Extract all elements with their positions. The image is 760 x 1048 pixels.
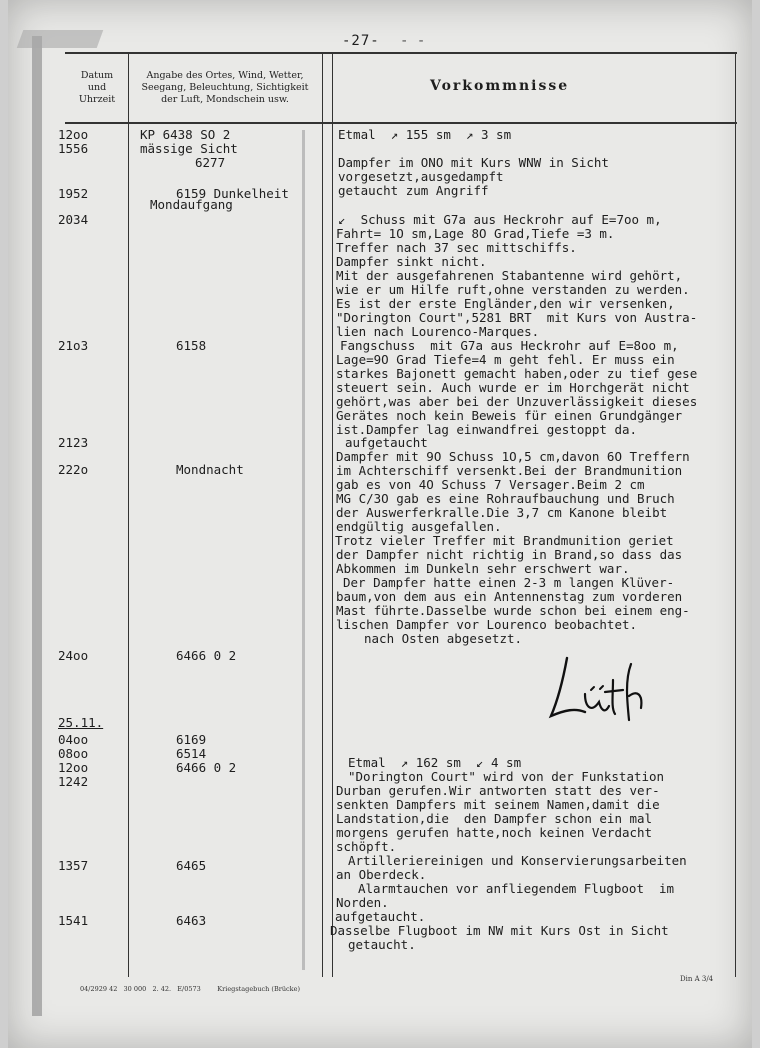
entry-line: Dampfer im ONO mit Kurs WNW in Sicht xyxy=(338,155,609,170)
column-rule-2 xyxy=(322,52,323,977)
entry-line: Dasselbe Flugboot im NW mit Kurs Ost in Sicht xyxy=(330,923,669,938)
header-datum-line-1: Datum xyxy=(80,70,114,81)
entry-line: Durban gerufen.Wir antworten statt des ver- xyxy=(336,783,660,798)
place-entry: Mondaufgang xyxy=(150,197,233,212)
entry-line: Alarmtauchen vor anfliegendem Flugboot im xyxy=(358,881,675,896)
place-entry: 6514 xyxy=(176,746,207,761)
entry-line: Etmal ↗ 162 sm ↙ 4 sm xyxy=(348,755,522,770)
entry-line: aufgetaucht xyxy=(345,435,428,450)
entry-line: "Dorington Court" wird von der Funkstation xyxy=(348,769,665,784)
entry-line: Artilleriereinigen und Konservierungsarbeiten xyxy=(348,853,687,868)
entry-line: steuert sein. Auch wurde er im Horchgerät nicht xyxy=(336,380,690,395)
binding-shadow xyxy=(32,36,42,1016)
entry-line: ↙ Schuss mit G7a aus Heckrohr auf E=7oo m, xyxy=(338,212,662,227)
column-rule-2-inner xyxy=(332,52,333,977)
page-number: -27- xyxy=(342,33,380,49)
entry-line: senkten Dampfers mit seinem Namen,damit die xyxy=(336,797,660,812)
time-entry: 04oo xyxy=(58,732,89,747)
date-entry: 25.11. xyxy=(58,715,104,730)
entry-line: Dampfer sinkt nicht. xyxy=(336,254,487,269)
place-entry: 6158 xyxy=(176,338,207,353)
form-footer-left: 04/2929 42 30 000 2. 42. E/0573 Kriegstagebuch (Brücke) xyxy=(80,985,300,993)
time-entry: 12oo xyxy=(58,127,89,142)
place-entry: 6277 xyxy=(195,155,226,170)
time-entry: 2123 xyxy=(58,435,89,450)
entry-line: Treffer nach 37 sec mittschiffs. xyxy=(336,240,577,255)
entry-line: getaucht zum Angriff xyxy=(338,183,489,198)
header-datum xyxy=(68,70,126,106)
entry-line: wie er um Hilfe ruft,ohne verstanden zu werden. xyxy=(336,282,690,297)
header-ort-line-2: Seegang, Beleuchtung, Sichtigkeit xyxy=(141,82,309,93)
time-entry: 24oo xyxy=(58,648,89,663)
entry-line: nach Osten abgesetzt. xyxy=(364,631,523,646)
entry-line: Gerätes noch kein Beweis für einen Grundgänger xyxy=(336,408,683,423)
time-entry: 1357 xyxy=(58,858,89,873)
entry-line: morgens gerufen hatte,noch keinen Verdacht xyxy=(336,825,653,840)
column-rule-1 xyxy=(128,52,129,977)
entry-line: ist.Dampfer lag einwandfrei gestoppt da. xyxy=(336,422,638,437)
entry-line: vorgesetzt,ausgedampft xyxy=(338,169,504,184)
header-ort-line-1: Angabe des Ortes, Wind, Wetter, xyxy=(146,70,304,81)
entry-line: MG C/3O gab es eine Rohraufbauchung und Bruch xyxy=(336,491,675,506)
entry-line: starkes Bajonett gemacht haben,oder zu tief gese xyxy=(336,366,698,381)
entry-line: Lage=9O Grad Tiefe=4 m geht fehl. Er muss ein xyxy=(336,352,675,367)
entry-line: Mast führte.Dasselbe wurde schon bei einem eng- xyxy=(336,603,690,618)
entry-line: Der Dampfer hatte einen 2-3 m langen Klüver- xyxy=(343,575,675,590)
time-entry: 2034 xyxy=(58,212,89,227)
header-datum-line-3: Uhrzeit xyxy=(78,94,116,105)
entry-line: lischen Dampfer vor Lourenco beobachtet. xyxy=(336,617,638,632)
entry-line: gehört,was aber bei der Unzuverlässigkeit dieses xyxy=(336,394,698,409)
entry-line: schöpft. xyxy=(336,839,397,854)
entry-line: getaucht. xyxy=(348,937,416,952)
entry-line: Fahrt= 1O sm,Lage 8O Grad,Tiefe =3 m. xyxy=(336,226,615,241)
entry-line: Es ist der erste Engländer,den wir versenken, xyxy=(336,296,675,311)
time-entry: 1952 xyxy=(58,186,89,201)
time-entry: 1541 xyxy=(58,913,89,928)
time-entry: 1242 xyxy=(58,774,89,789)
page-number-dashes: - - xyxy=(400,33,426,49)
handwritten-signature xyxy=(545,650,655,730)
time-entry: 08oo xyxy=(58,746,89,761)
header-ort-line-3: der Luft, Mondschein usw. xyxy=(161,94,289,105)
time-entry: 21o3 xyxy=(58,338,89,353)
entry-line: Norden. xyxy=(336,895,389,910)
place-entry: 6159 Dunkelheit xyxy=(176,186,289,201)
time-entry: 1556 xyxy=(58,141,89,156)
time-entry: 12oo xyxy=(58,760,89,775)
page-right-rule xyxy=(735,52,736,977)
time-entry: 222o xyxy=(58,462,89,477)
place-entry: 6466 0 2 xyxy=(176,760,237,775)
faint-place-divider xyxy=(302,130,305,970)
entry-line: Abkommen im Dunkeln sehr erschwert war. xyxy=(336,561,630,576)
entry-line: Landstation,die den Dampfer schon ein mal xyxy=(336,811,653,826)
place-entry: KP 6438 SO 2 xyxy=(140,127,231,142)
place-entry: mässige Sicht xyxy=(140,141,238,156)
entry-line: Mit der ausgefahrenen Stabantenne wird gehört, xyxy=(336,268,683,283)
entry-line: aufgetaucht. xyxy=(335,909,426,924)
entry-line: der Auswerferkralle.Die 3,7 cm Kanone bleibt xyxy=(336,505,668,520)
table-top-rule xyxy=(65,52,737,54)
entry-line: "Dorington Court",5281 BRT mit Kurs von Austra- xyxy=(336,310,698,325)
place-entry: 6466 0 2 xyxy=(176,648,237,663)
entry-line: endgültig ausgefallen. xyxy=(336,519,502,534)
entry-line: Fangschuss mit G7a aus Heckrohr auf E=8oo m, xyxy=(340,338,679,353)
binding-shadow-top xyxy=(17,30,104,48)
entry-line: an Oberdeck. xyxy=(336,867,427,882)
place-entry: 6465 xyxy=(176,858,207,873)
entry-line: Etmal ↗ 155 sm ↗ 3 sm xyxy=(338,127,512,142)
entry-line: im Achterschiff versenkt.Bei der Brandmunition xyxy=(336,463,683,478)
header-vorkommnisse: Vorkommnisse xyxy=(430,78,570,94)
header-datum-line-2: und xyxy=(87,82,107,93)
entry-line: Dampfer mit 9O Schuss 1O,5 cm,davon 6O Treffern xyxy=(336,449,690,464)
entry-line: gab es von 4O Schuss 7 Versager.Beim 2 cm xyxy=(336,477,645,492)
entry-line: der Dampfer nicht richtig in Brand,so dass das xyxy=(336,547,683,562)
header-ort xyxy=(130,70,320,106)
place-entry: Mondnacht xyxy=(176,462,244,477)
header-bottom-rule xyxy=(65,122,737,124)
place-entry: 6463 xyxy=(176,913,207,928)
entry-line: lien nach Lourenco-Marques. xyxy=(336,324,540,339)
entry-line: Trotz vieler Treffer mit Brandmunition geriet xyxy=(335,533,674,548)
place-entry: 6169 xyxy=(176,732,207,747)
entry-line: baum,von dem aus ein Antennenstag zum vorderen xyxy=(336,589,683,604)
form-footer-right: Din A 3/4 xyxy=(680,975,714,983)
